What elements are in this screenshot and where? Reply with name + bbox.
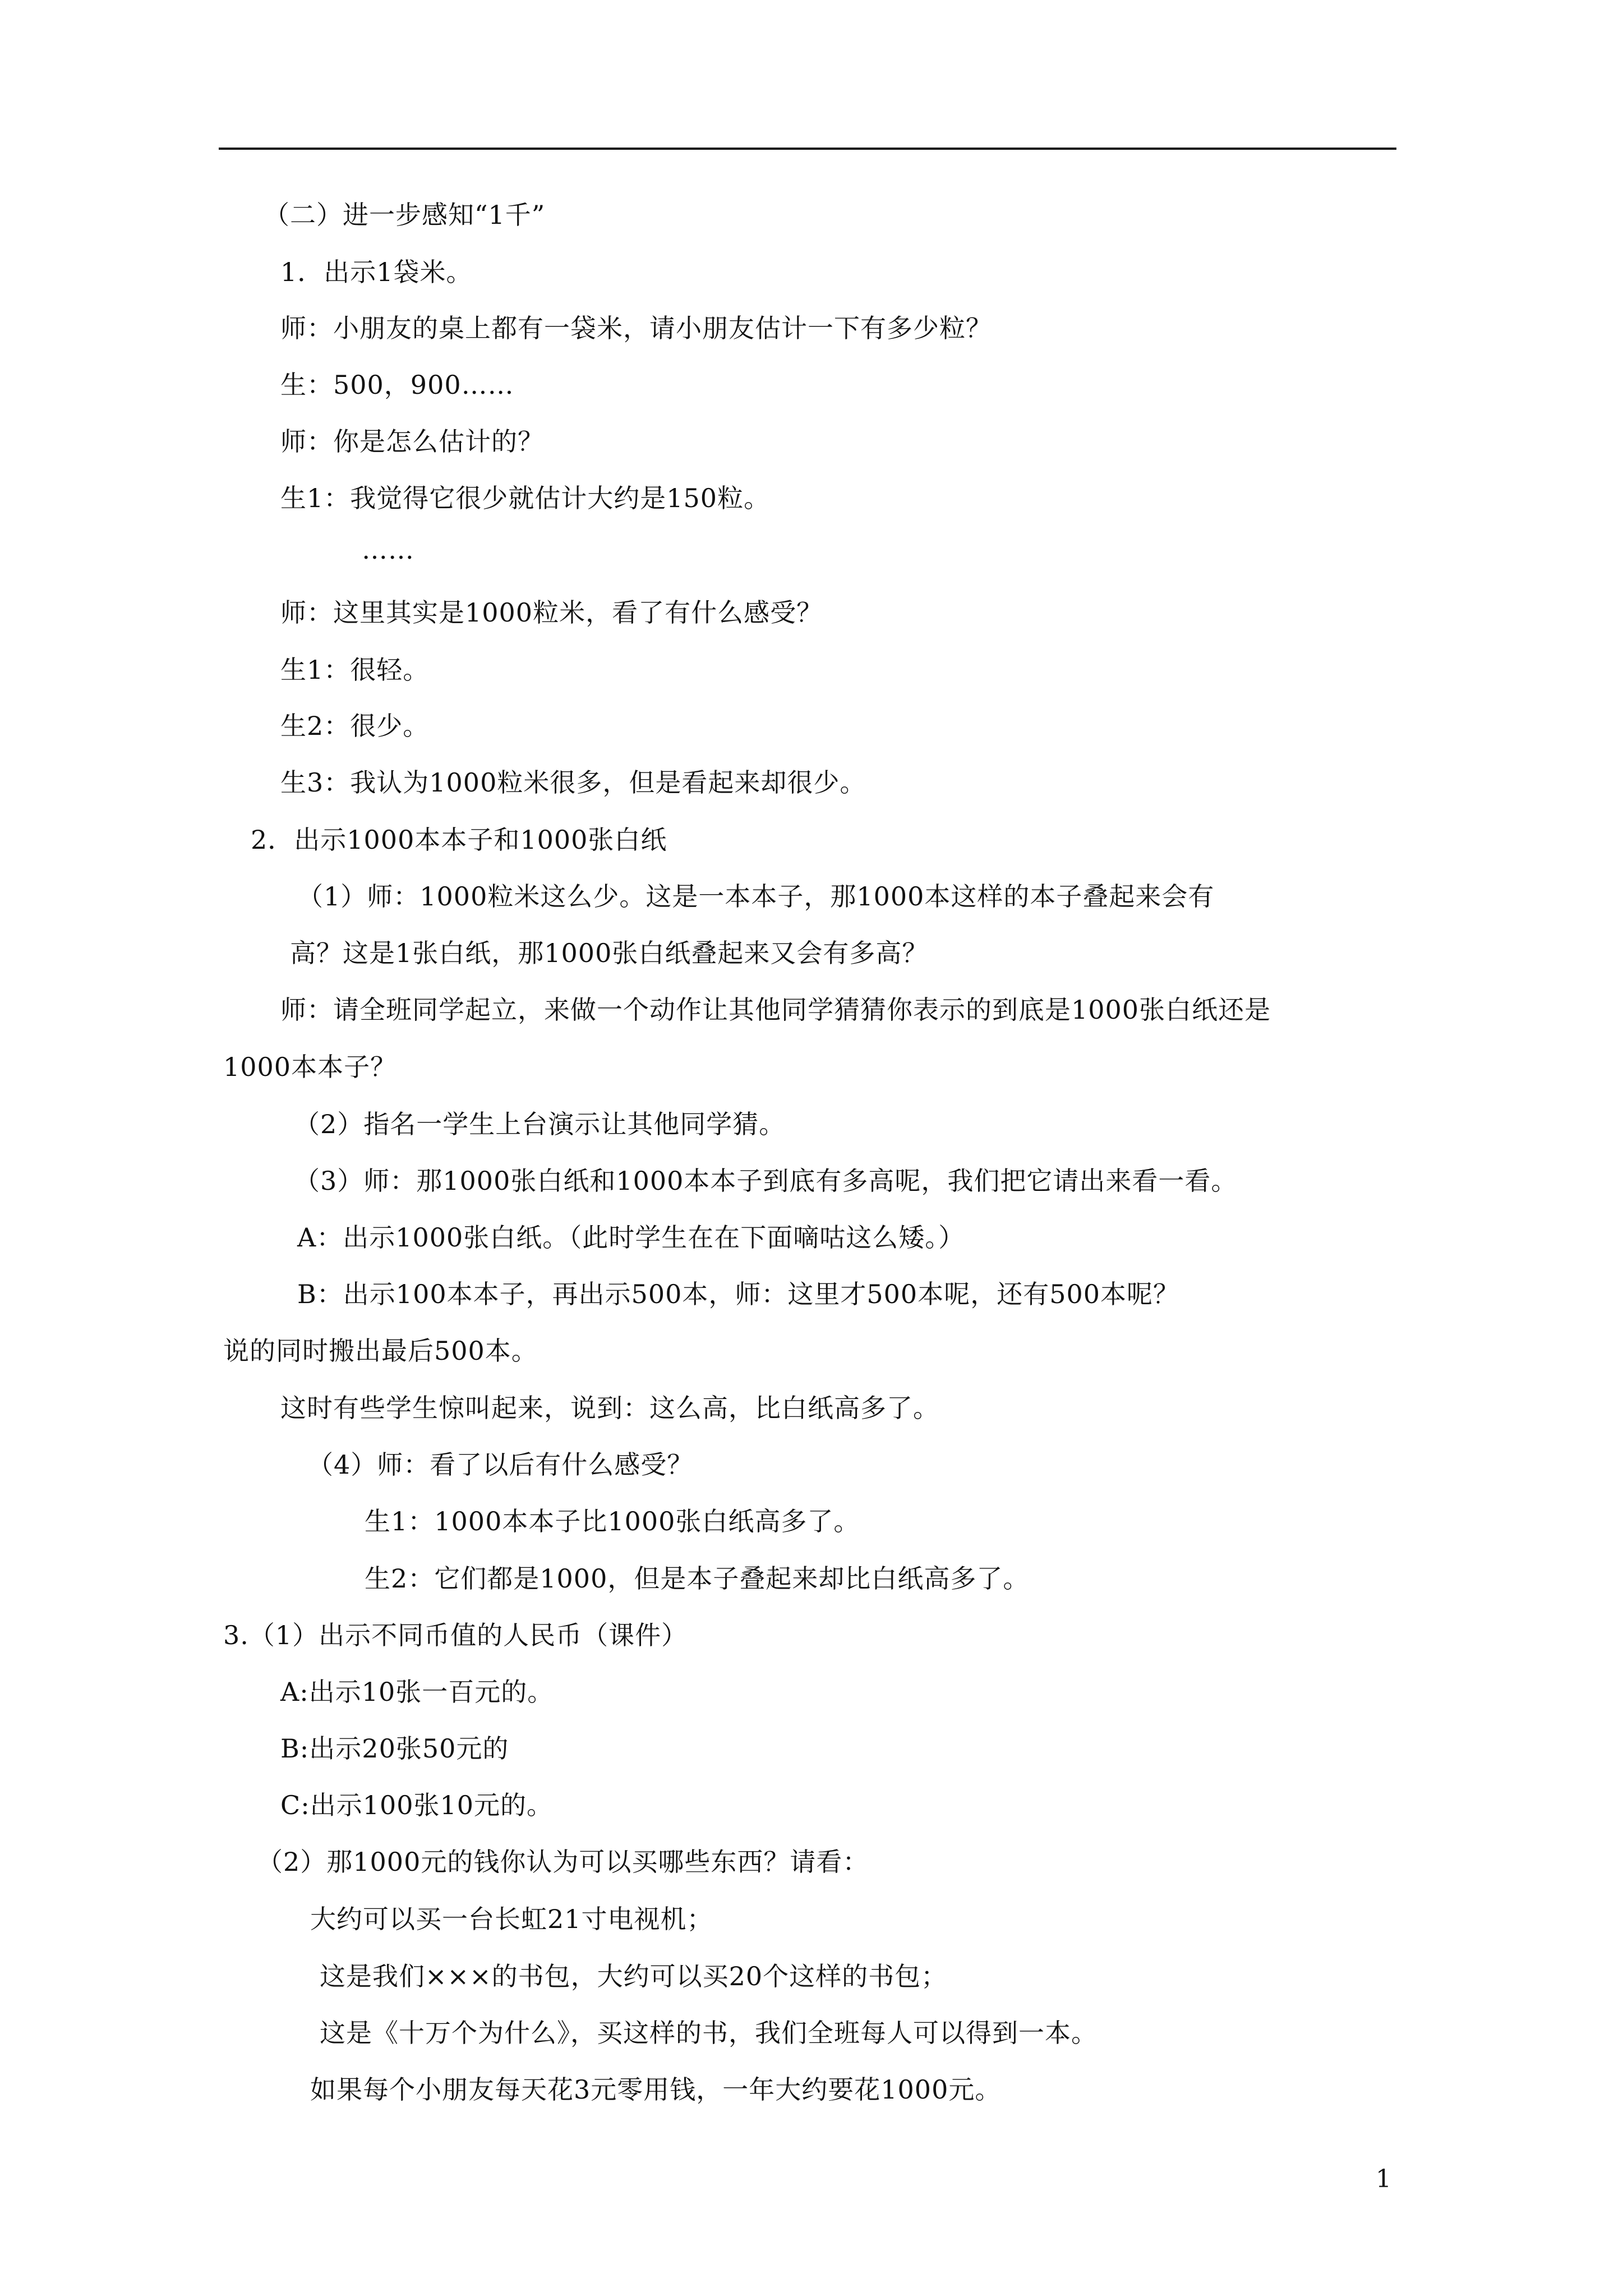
text-line: （2）那1000元的钱你认为可以买哪些东西？请看： (257, 1847, 869, 1877)
header-rule (219, 148, 1396, 150)
text-line: B:出示20张50元的 (280, 1733, 509, 1764)
text-line: A:出示10张一百元的。 (280, 1677, 554, 1707)
ellipsis-line: …… (362, 535, 414, 565)
page-number: 1 (1376, 2165, 1391, 2193)
text-line: 生1：1000本本子比1000张白纸高多了。 (365, 1506, 860, 1536)
text-line: 师：请全班同学起立，来做一个动作让其他同学猜猜你表示的到底是1000张白纸还是 (280, 995, 1271, 1025)
text-line: （4）师：看了以后有什么感受？ (307, 1450, 694, 1480)
text-line: A：出示1000张白纸。（此时学生在在下面嘀咕这么矮。） (297, 1222, 965, 1253)
text-line: B：出示100本本子，再出示500本，师：这里才500本呢，还有500本呢？ (297, 1279, 1180, 1309)
text-line: C:出示100张10元的。 (280, 1790, 554, 1820)
section-heading: （二）进一步感知“1千” (264, 200, 546, 230)
text-line: 1000本本子？ (223, 1052, 397, 1082)
text-line: 生1：很轻。 (280, 655, 430, 685)
text-line: 生2：很少。 (280, 711, 430, 741)
text-line: 1．出示1袋米。 (280, 257, 473, 287)
text-line: 师：这里其实是1000粒米，看了有什么感受？ (280, 597, 823, 628)
text-line: 说的同时搬出最后500本。 (223, 1336, 538, 1366)
text-line: 3.（1）出示不同币值的人民币（课件） (223, 1620, 688, 1650)
text-line: 大约可以买一台长虹21寸电视机； (310, 1904, 713, 1934)
text-line: 这时有些学生惊叫起来，说到：这么高，比白纸高多了。 (280, 1393, 939, 1423)
text-line: 师：小朋友的桌上都有一袋米，请小朋友估计一下有多少粒？ (280, 313, 992, 343)
text-line: 高？这是1张白纸，那1000张白纸叠起来又会有多高？ (290, 938, 929, 968)
text-line: （3）师：那1000张白纸和1000本本子到底有多高呢，我们把它请出来看一看。 (294, 1166, 1238, 1196)
text-line: 这是《十万个为什么》，买这样的书，我们全班每人可以得到一本。 (320, 2018, 1098, 2048)
text-line: 生：500，900…… (280, 370, 514, 400)
text-line: 生2：它们都是1000，但是本子叠起来却比白纸高多了。 (365, 1563, 1030, 1594)
text-line: 生1：我觉得它很少就估计大约是150粒。 (280, 483, 771, 513)
text-line: 师：你是怎么估计的？ (280, 426, 544, 457)
text-line: 这是我们×××的书包，大约可以买20个这样的书包； (320, 1961, 948, 1991)
text-line: 生3：我认为1000粒米很多，但是看起来却很少。 (280, 767, 866, 798)
text-line: （1）师：1000粒米这么少。这是一本本子，那1000本这样的本子叠起来会有 (297, 881, 1215, 912)
text-line: （2）指名一学生上台演示让其他同学猜。 (294, 1109, 786, 1139)
text-line: 如果每个小朋友每天花3元零用钱，一年大约要花1000元。 (310, 2074, 1002, 2105)
text-line: 2．出示1000本本子和1000张白纸 (251, 825, 667, 855)
